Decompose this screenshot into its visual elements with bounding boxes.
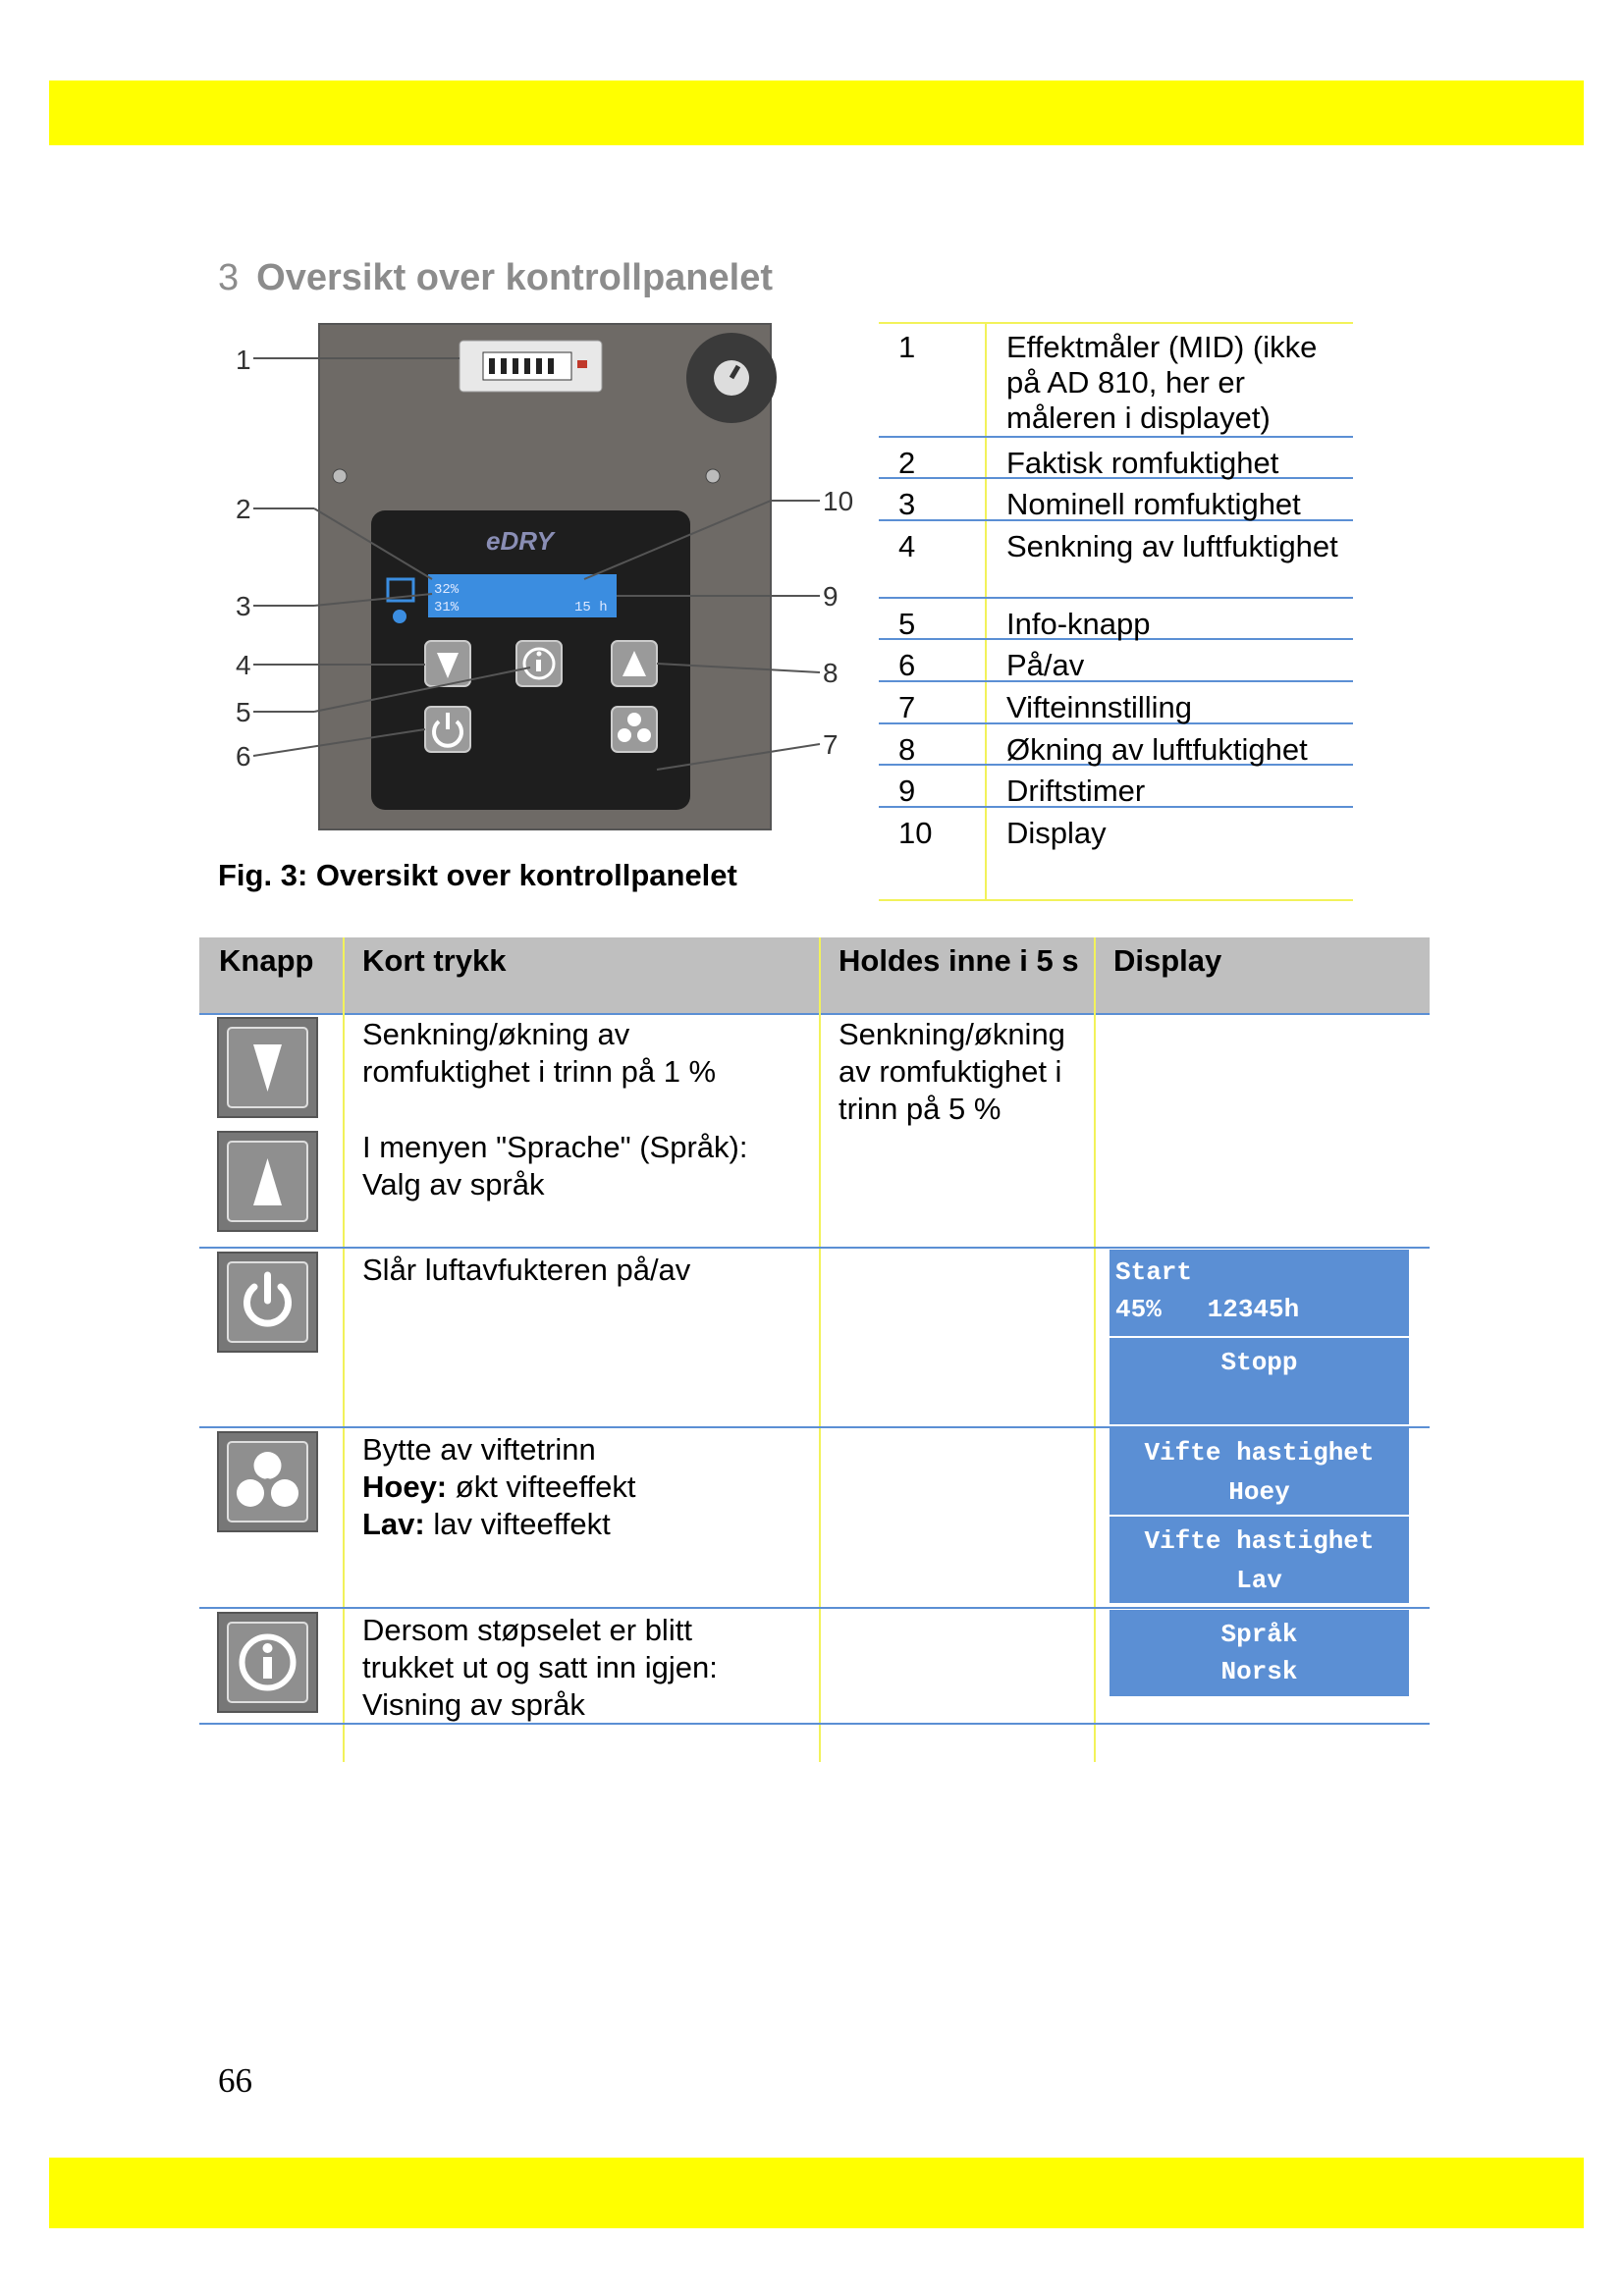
callout-1: 1 [236, 345, 251, 375]
callout-6: 6 [236, 741, 251, 772]
control-panel-figure [236, 319, 864, 839]
lcd-actual: 32% [434, 582, 460, 598]
section-heading [218, 257, 773, 299]
callout-10: 10 [823, 486, 854, 516]
legend-table [879, 322, 1353, 901]
row1-short-press: Senkning/økning av romfuktighet i trinn på 1 % [362, 1017, 717, 1089]
arrow-down-icon [217, 1017, 318, 1118]
lcd-fan-high: Vifte hastighet Hoey [1110, 1428, 1409, 1515]
row3-short-press: Bytte av viftetrinn Hoey: økt vifteeffekt Lav: lav vifteeffekt [362, 1432, 636, 1541]
legend-row: 5 Info-knapp [879, 599, 1353, 640]
top-yellow-band [49, 80, 1584, 145]
header-display: Display [1113, 943, 1222, 978]
row1-hold: Senkning/økning av romfuktighet i trinn på 5 % [839, 1017, 1065, 1126]
info-icon [217, 1612, 318, 1713]
callout-9: 9 [823, 581, 839, 612]
legend-row: 2 Faktisk romfuktighet [879, 438, 1353, 479]
callout-2: 2 [236, 494, 251, 524]
callout-4: 4 [236, 650, 251, 680]
lcd-start: Start 45% 12345h [1110, 1250, 1409, 1336]
header-knapp: Knapp [219, 943, 314, 978]
lcd-nominal: 31% [434, 600, 460, 615]
lcd-language: Språk Norsk [1110, 1610, 1409, 1696]
button-function-table [199, 937, 1430, 1762]
brand-logo: eDRY [486, 526, 554, 556]
row4-short-press: Dersom støpselet er blitt trukket ut og satt inn igjen: Visning av språk [362, 1613, 718, 1722]
fan-icon [217, 1431, 318, 1532]
callout-7: 7 [823, 729, 839, 760]
row2-short-press: Slår luftavfukteren på/av [362, 1253, 691, 1287]
section-number: 3 [218, 257, 240, 298]
legend-row: 7 Vifteinnstilling [879, 682, 1353, 724]
bottom-yellow-band [49, 2158, 1584, 2228]
callout-3: 3 [236, 591, 251, 621]
legend-row: 4 Senkning av luftfuktighet [879, 521, 1353, 599]
lcd-stopp: Stopp [1110, 1338, 1409, 1424]
figure-caption: Fig. 3: Oversikt over kontrollpanelet [218, 858, 737, 892]
header-holdes-inne: Holdes inne i 5 s [839, 943, 1079, 978]
row1-short-press-menu: I menyen "Sprache" (Språk): Valg av språk [362, 1130, 748, 1201]
section-title: Oversikt over kontrollpanelet [256, 257, 773, 298]
header-kort-trykk: Kort trykk [362, 943, 507, 978]
legend-row: 3 Nominell romfuktighet [879, 479, 1353, 521]
lcd-fan-low: Vifte hastighet Lav [1110, 1517, 1409, 1603]
legend-row: 6 På/av [879, 640, 1353, 682]
callout-5: 5 [236, 697, 251, 727]
legend-row: 9 Driftstimer [879, 766, 1353, 808]
lcd-hours: 15 h [574, 600, 608, 615]
legend-row: 10 Display [898, 816, 1107, 850]
power-icon [217, 1252, 318, 1353]
callout-8: 8 [823, 658, 839, 688]
legend-row: 8 Økning av luftfuktighet [879, 724, 1353, 766]
legend-row: 1 Effektmåler (MID) (ikke på AD 810, her er måleren i displayet) [879, 322, 1353, 438]
page-number: 66 [218, 2061, 252, 2100]
arrow-up-icon [217, 1131, 318, 1232]
